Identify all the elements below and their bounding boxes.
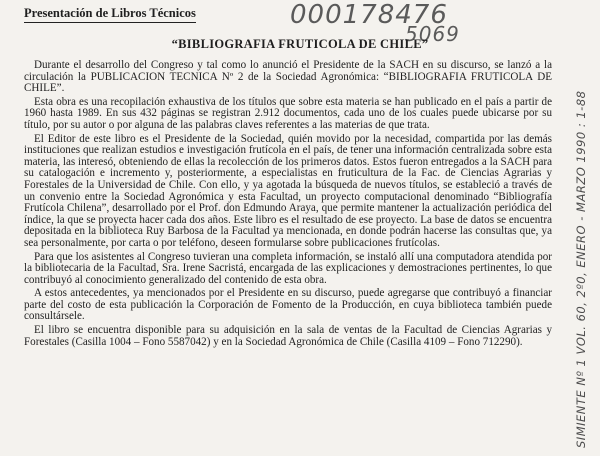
handwritten-side-note: SIMIENTE Nº 1 VOL. 60, 2º0, ENERO - MARZO 1990 : 1-88 <box>574 90 588 448</box>
handwritten-reference-number: 5069 <box>405 22 460 46</box>
section-header: Presentación de Libros Técnicos <box>24 6 196 23</box>
paragraph: Durante el desarrollo del Congreso y tal como lo anunció el Presidente de la SACH en su discurso, se lanzó a la circulación la PUBLICACION TECNICA Nº 2 de la Sociedad Agronómica: “BIBLIOGRAFIA FRUTICOLA DE CHILE”. <box>24 59 552 95</box>
paragraph: El libro se encuentra disponible para su adquisición en la sala de ventas de la Facultad de Ciencias Agrarias y Forestales (Casilla 1004 – Fono 5587042) y en la Sociedad Agronómica de Chile (Casilla 4109 – Fono 712290). <box>24 324 552 348</box>
paragraph: A estos antecedentes, ya mencionados por el Presidente en su discurso, puede agregarse que contribuyó a financiar parte del costo de esta publicación la Corporación de Fomento de la Producción, en cuya biblioteca también puede consultársele. <box>24 287 552 323</box>
document-title: “BIBLIOGRAFIA FRUTICOLA DE CHILE” <box>171 37 429 51</box>
document-body <box>24 60 552 350</box>
paragraph: Para que los asistentes al Congreso tuvieran una completa información, se instaló allí una computadora atendida por la bibliotecaria de la Facultad, Sra. Irene Sacristá, encargada de las explicaciones y demostraciones pertinentes, lo que contribuyó al conocimiento generalizado del contenido de esta obra. <box>24 250 552 286</box>
paragraph: El Editor de este libro es el Presidente de la Sociedad, quién movido por la necesidad, compartida por las demás instituciones que realizan estudios e investigación frutícola en el país, de tener una información centralizada sobre esta materia, las interesó, obteniendo de ellas la recolección de los primeros datos. Estos fueron entregados a la SACH para su catalogación e incremento y, posteriormente, a especialistas en fruticultura de la Fac. de Ciencias Agrarias y Forestales de la Universidad de Chile. Con ello, y ya agotada la búsqueda de nuevos títulos, se estableció a través de un convenio entre la Sociedad Agronómica y esta Facultad, un proyecto computacional denominado “Bibliografía Frutícola Chilena”, desarrollado por el Prof. don Edmundo Araya, que permite mantener la actualización periódica del índice, la que se proyecta hacer cada dos años. Este libro es el resultado de ese proyecto. La base de datos se encuentra depositada en la biblioteca Ruy Barbosa de la Facultad ya mencionada, en donde podrán hacerse las consultas que, ya sea personalmente, por carta o por teléfono, deseen formularse sobre publicaciones frutícolas. <box>24 132 552 249</box>
paragraph: Esta obra es una recopilación exhaustiva de los títulos que sobre esta materia se han publicado en el país a partir de 1960 hasta 1989. En sus 432 páginas se registran 2.912 documentos, cada uno de los cuales puede ubicarse por su título, por su autor o por alguna de las palabras claves referentes a las materias de que trata. <box>24 95 552 131</box>
handwritten-catalog-id: 000178476 <box>290 0 448 30</box>
